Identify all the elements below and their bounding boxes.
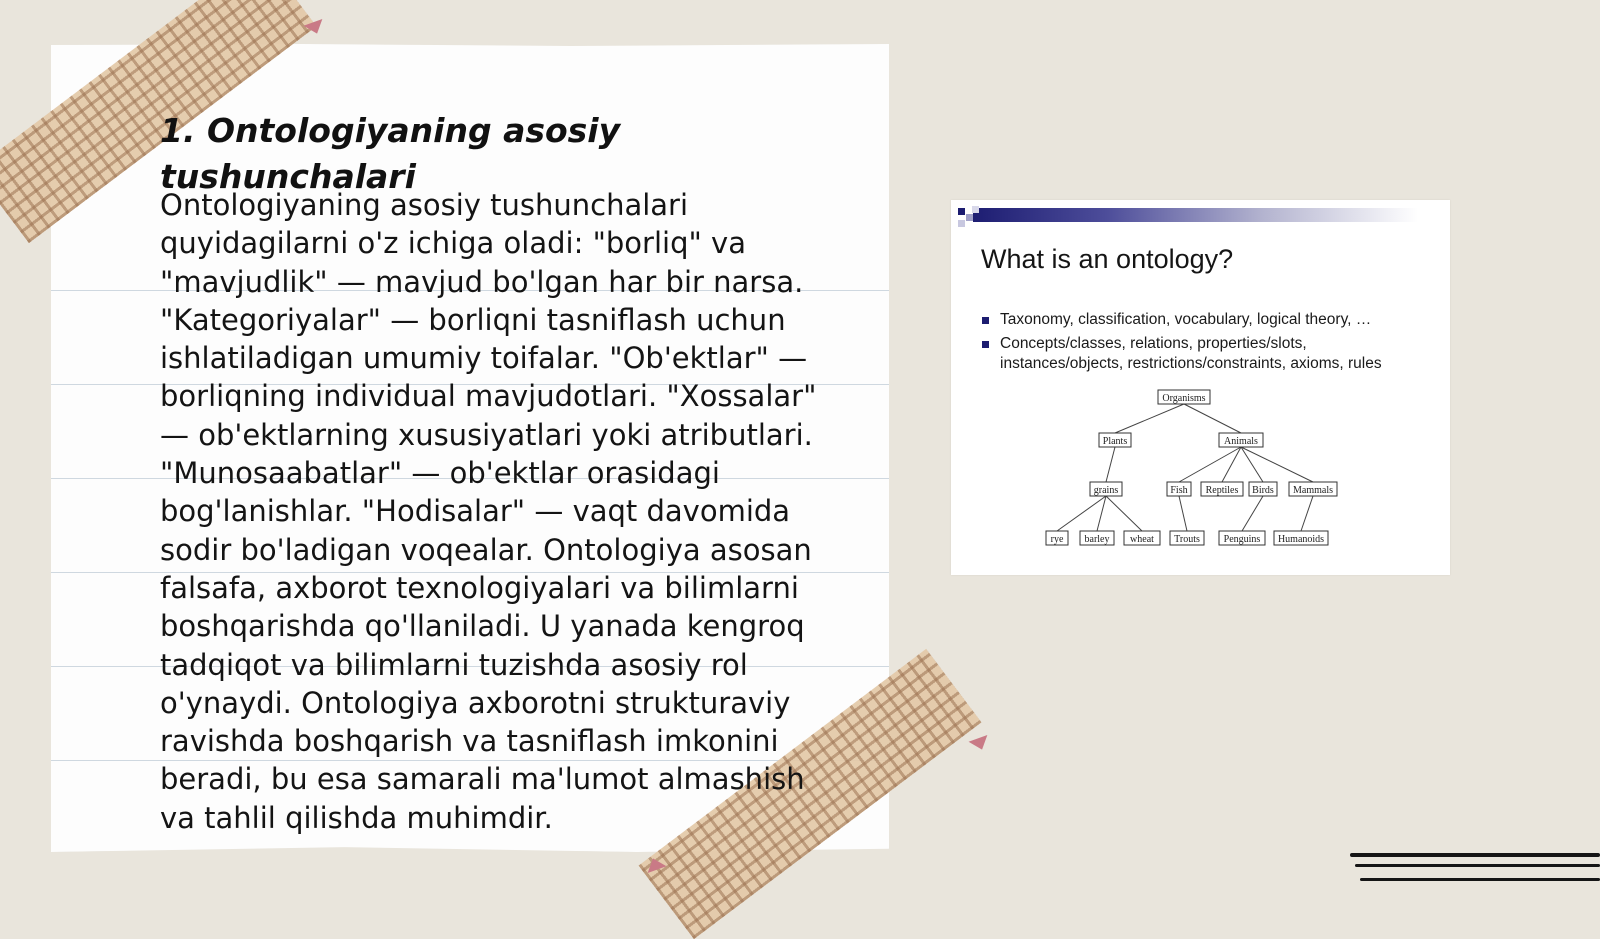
body-line: "Kategoriyalar" — borliqni tasniflash uchun — [160, 302, 786, 337]
tree-label: barley — [1084, 534, 1110, 545]
tree-node — [1046, 531, 1068, 545]
tree-label: Reptiles — [1205, 485, 1239, 496]
tree-label: rye — [1050, 534, 1064, 545]
body-line: quyidagilarni o'z ichiga oladi: "borliq" va — [160, 226, 746, 261]
body-line: ravishda boshqarish va tasniflash imkonini — [160, 724, 779, 759]
tree-label: Fish — [1170, 485, 1188, 496]
tree-node — [1289, 482, 1337, 496]
tree-node — [1274, 531, 1328, 545]
tree-node — [1249, 482, 1277, 496]
tree-label: grains — [1093, 485, 1119, 496]
tree-node — [1167, 482, 1191, 496]
decorative-stroke — [1350, 853, 1600, 857]
tree-label: Trouts — [1174, 534, 1200, 545]
tree-node — [1080, 531, 1114, 545]
slide-bullet-text: Concepts/classes, relations, properties/slots, — [1000, 335, 1307, 352]
body-line: borliqning individual mavjudotlari. "Xossalar" — [160, 379, 817, 414]
body-line: o'ynaydi. Ontologiya axborotni strukturaviy — [160, 685, 791, 720]
body-line: — ob'ektlarning xususiyatlari yoki atributlari. — [160, 417, 813, 452]
tree-label: wheat — [1130, 534, 1154, 545]
tree-label: Plants — [1102, 436, 1128, 447]
tape-corner-mark — [969, 735, 992, 753]
tree-node — [1201, 482, 1243, 496]
ontology-slide-image — [951, 200, 1450, 575]
decorative-stroke — [1360, 878, 1600, 881]
tree-node — [1099, 433, 1131, 447]
slide-bullet-text: instances/objects, restrictions/constraints, axioms, rules — [1000, 355, 1382, 372]
tree-node-root — [1158, 390, 1210, 404]
section-heading: 1. Ontologiyaning asosiy tushunchalari — [160, 111, 621, 196]
body-line: beradi, bu esa samarali ma'lumot almashish — [160, 762, 805, 797]
body-line: bog'lanishlar. "Hodisalar" — vaqt davomida — [160, 494, 791, 529]
body-paragraph — [160, 186, 850, 837]
tree-label: Birds — [1252, 485, 1274, 496]
slide-bullet-text: Taxonomy, classification, vocabulary, logical theory, … — [1000, 311, 1372, 328]
tree-node — [1090, 482, 1122, 496]
tree-label: Mammals — [1293, 485, 1333, 496]
body-line: sodir bo'ladigan voqealar. Ontologiya asosan — [160, 532, 812, 567]
body-line: ishlatiladigan umumiy toifalar. "Ob'ektlar" — — [160, 341, 808, 376]
tree-node — [1219, 531, 1265, 545]
body-line: va tahlil qilishda muhimdir. — [160, 800, 553, 835]
body-line: Ontologiyaning asosiy tushunchalari — [160, 188, 689, 222]
tree-node — [1219, 433, 1263, 447]
tree-label: Organisms — [1162, 393, 1206, 404]
decorative-stroke — [1355, 864, 1600, 867]
body-line: falsafa, axborot texnologiyalari va bilimlarni — [160, 570, 799, 605]
tree-label: Animals — [1224, 436, 1258, 447]
body-line: boshqarishda qo'llaniladi. U yanada kengroq — [160, 609, 805, 644]
tree-edges — [1057, 404, 1313, 531]
tree-node — [1170, 531, 1204, 545]
slide-title: What is an ontology? — [981, 244, 1234, 274]
body-line: tadqiqot va bilimlarni tuzishda asosiy rol — [160, 647, 748, 682]
body-line: "Munosaabatlar" — ob'ektlar orasidagi — [160, 456, 720, 491]
tree-node — [1124, 531, 1160, 545]
tree-label: Humanoids — [1277, 534, 1325, 545]
body-line: "mavjudlik" — mavjud bo'lgan har bir narsa. — [160, 264, 804, 299]
tree-label: Penguins — [1223, 534, 1261, 545]
ontology-tree-diagram — [951, 200, 1450, 575]
